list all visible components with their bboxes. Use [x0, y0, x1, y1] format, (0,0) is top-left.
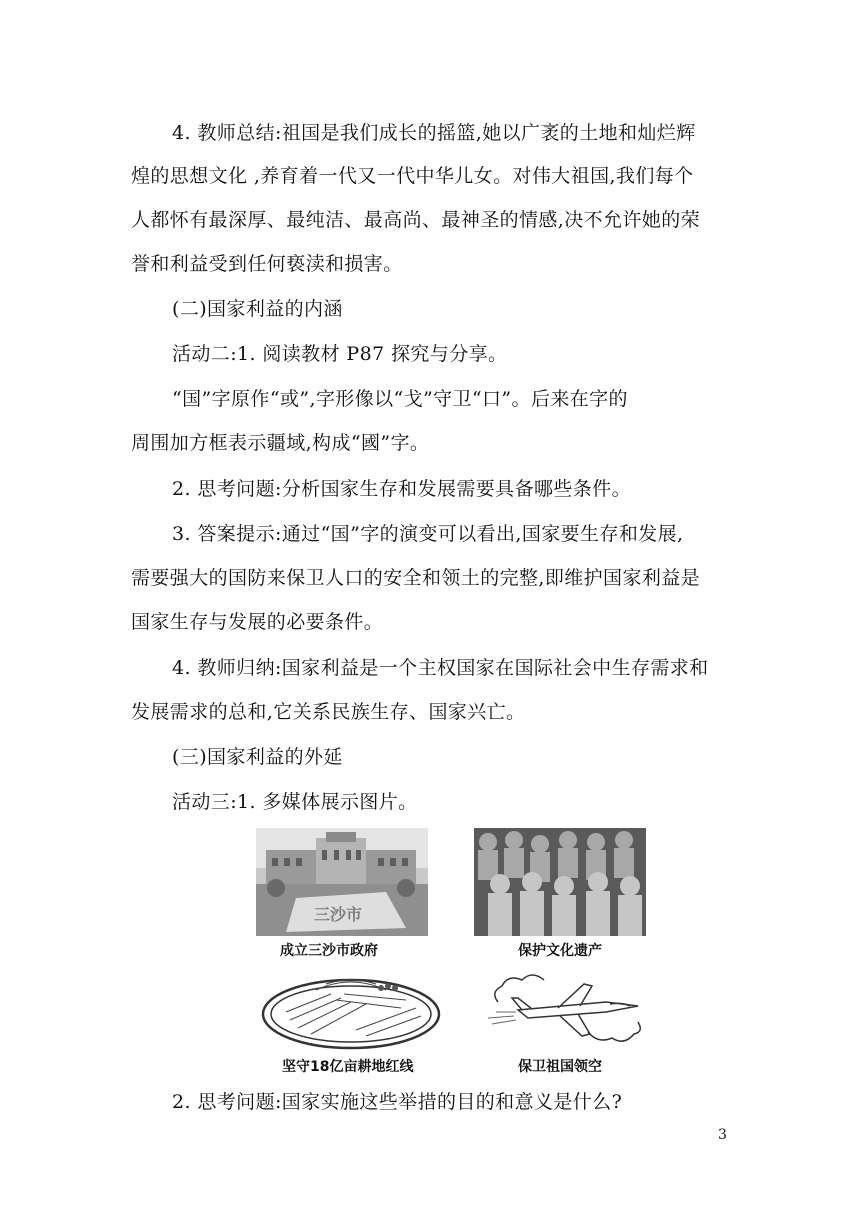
text-line: 活动二:1. 阅读教材 P87 探究与分享。 — [172, 343, 508, 365]
text-line: 需要强大的国防来保卫人口的安全和领土的完整,即维护国家利益是 — [131, 567, 701, 589]
text-line: 2. 思考问题:分析国家生存和发展需要具备哪些条件。 — [172, 478, 631, 500]
caption-airspace: 保卫祖国领空 — [518, 1059, 602, 1075]
terracotta-warriors-photo — [474, 828, 646, 936]
text-line: 发展需求的总和,它关系民族生存、国家兴亡。 — [131, 701, 526, 723]
section-heading: (三)国家利益的外延 — [172, 746, 343, 768]
text-line: 国家生存与发展的必要条件。 — [131, 611, 384, 633]
illustration-figure — [256, 826, 648, 1076]
text-line: 周围加方框表示疆域,构成“國”字。 — [131, 432, 430, 454]
text-line: 4. 教师总结:祖国是我们成长的摇篮,她以广袤的土地和灿烂辉 — [172, 122, 696, 144]
text-line: “国”字原作“或”,字形像以“戈”守卫“口”。后来在字的 — [172, 388, 628, 410]
text-line: 人都怀有最深厚、最纯洁、最高尚、最神圣的情感,决不允许她的荣 — [131, 209, 701, 231]
text-line: 活动三:1. 多媒体展示图片。 — [172, 791, 418, 813]
sansha-government-photo — [256, 828, 428, 936]
page-number: 3 — [718, 1127, 727, 1143]
farmland-drawing — [256, 964, 446, 1054]
text-line: 煌的思想文化 ,养育着一代又一代中华儿女。对伟大祖国,我们每个 — [131, 165, 694, 187]
text-line: 2. 思考问题:国家实施这些举措的目的和意义是什么? — [172, 1091, 623, 1113]
fighter-jet-drawing — [488, 962, 648, 1052]
sansha-sign-text: 三沙市 — [313, 905, 363, 924]
text-line: 4. 教师归纳:国家利益是一个主权国家在国际社会中生存需求和 — [172, 657, 709, 679]
section-heading: (二)国家利益的内涵 — [172, 298, 343, 320]
caption-farmland: 坚守18亿亩耕地红线 — [282, 1059, 414, 1075]
text-line: 誉和利益受到任何亵渎和损害。 — [131, 253, 403, 275]
caption-cultural-heritage: 保护文化遗产 — [518, 943, 602, 959]
text-line: 3. 答案提示:通过“国”字的演变可以看出,国家要生存和发展, — [172, 523, 684, 545]
caption-sansha: 成立三沙市政府 — [280, 943, 378, 959]
